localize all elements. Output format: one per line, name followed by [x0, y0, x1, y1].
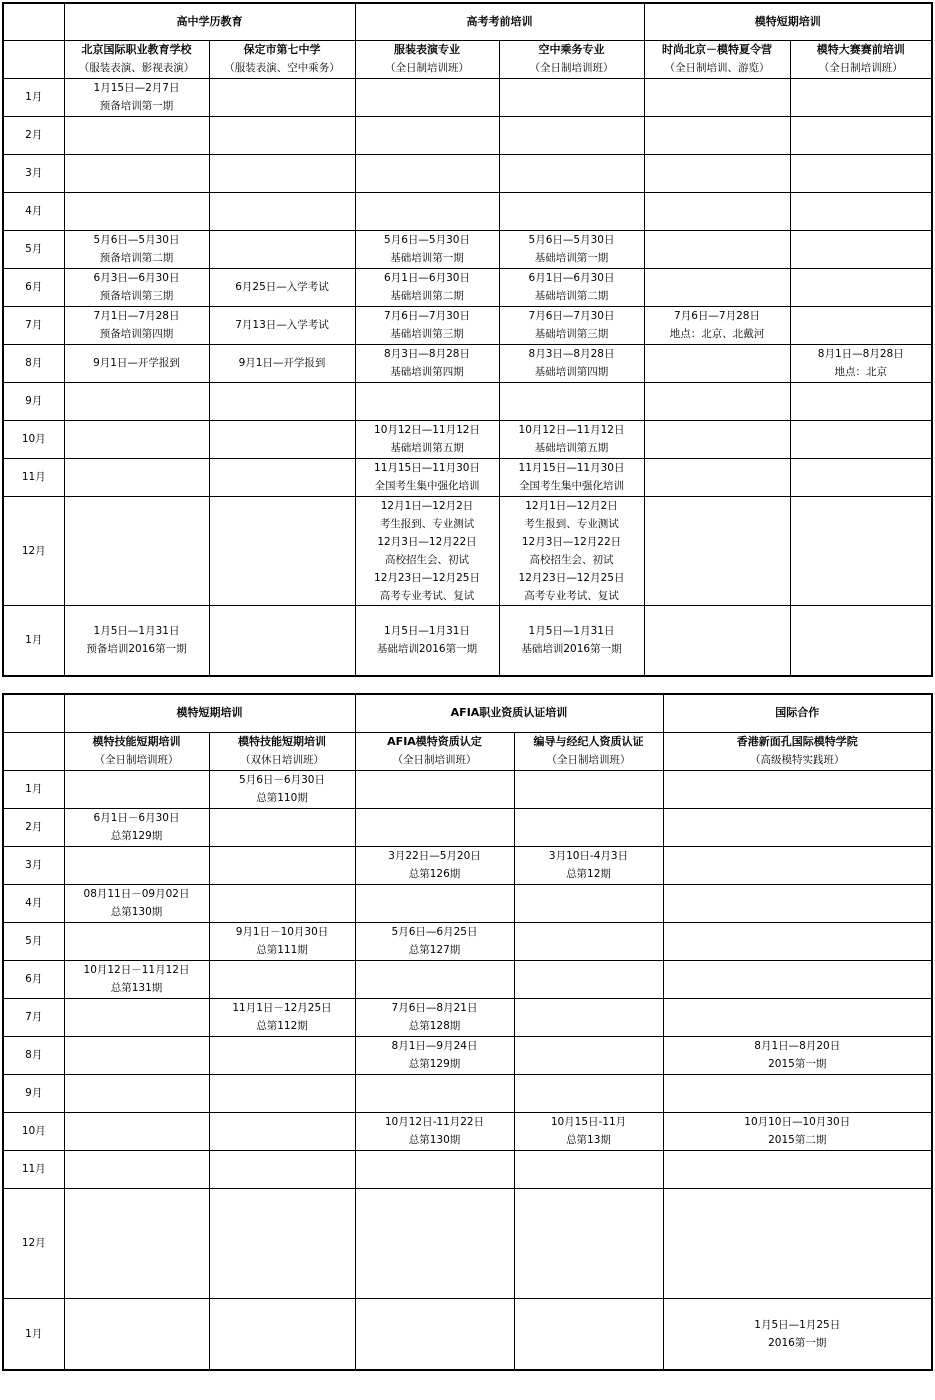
schedule-cell [209, 420, 355, 458]
schedule-cell [209, 960, 355, 998]
table-row [3, 846, 932, 884]
schedule-cell: 7月1日—7月28日 预备培训第四期 [64, 306, 209, 344]
table-row [3, 1112, 932, 1150]
table-row [3, 605, 932, 676]
schedule-cell [209, 605, 355, 676]
schedule-cell [64, 382, 209, 420]
column-header [663, 732, 932, 770]
schedule-cell [64, 1074, 209, 1112]
column-name: 模特技能短期培训 [92, 735, 181, 748]
schedule-cell [209, 78, 355, 116]
schedule-cell: 10月12日—11月12日 基础培训第五期 [355, 420, 499, 458]
schedule-cell [355, 1074, 514, 1112]
schedule-cell [790, 306, 932, 344]
schedule-cell: 1月5日—1月25日 2016第一期 [663, 1298, 932, 1370]
schedule-cell [209, 884, 355, 922]
schedule-cell: 10月15日-11月 总第13期 [514, 1112, 663, 1150]
schedule-cell [64, 458, 209, 496]
schedule-cell: 7月6日—7月30日 基础培训第三期 [499, 306, 644, 344]
table-row [3, 960, 932, 998]
schedule-cell [644, 154, 790, 192]
schedule-cell [644, 344, 790, 382]
column-header [644, 40, 790, 78]
schedule-cell [355, 192, 499, 230]
schedule-cell [790, 268, 932, 306]
schedule-cell [663, 1188, 932, 1298]
month-cell: 6月 [3, 268, 64, 306]
schedule-cell: 1月5日—1月31日 基础培训2016第一期 [355, 605, 499, 676]
month-cell: 6月 [3, 960, 64, 998]
column-name: 保定市第七中学 [243, 43, 321, 56]
schedule-cell: 5月6日－6月30日 总第110期 [209, 770, 355, 808]
table-row [3, 344, 932, 382]
group-header: 高中学历教育 [64, 3, 355, 40]
column-note: （服装表演、空中乘务） [224, 62, 340, 74]
table-row [3, 306, 932, 344]
schedule-cell [790, 230, 932, 268]
month-cell: 2月 [3, 808, 64, 846]
group-header: AFIA职业资质认证培训 [355, 694, 663, 732]
table-row [3, 496, 932, 605]
table-row [3, 770, 932, 808]
table-row [3, 884, 932, 922]
table-row [3, 420, 932, 458]
table-row [3, 808, 932, 846]
schedule-cell [209, 1188, 355, 1298]
column-note: （全日制培训班） [392, 754, 477, 766]
schedule-cell: 8月1日—8月28日 地点：北京 [790, 344, 932, 382]
schedule-cell [644, 78, 790, 116]
table-row [3, 1074, 932, 1112]
schedule-cell [355, 808, 514, 846]
month-cell: 1月 [3, 78, 64, 116]
schedule-cell: 3月22日—5月20日 总第126期 [355, 846, 514, 884]
schedule-cell [514, 884, 663, 922]
schedule-cell [514, 1188, 663, 1298]
column-note: （全日制培训班） [546, 754, 631, 766]
schedule-cell [355, 770, 514, 808]
month-cell: 4月 [3, 884, 64, 922]
schedule-cell [355, 1298, 514, 1370]
schedule-cell: 5月6日—6月25日 总第127期 [355, 922, 514, 960]
table-row [3, 922, 932, 960]
schedule-cell [644, 116, 790, 154]
month-cell: 3月 [3, 154, 64, 192]
month-cell: 12月 [3, 496, 64, 605]
schedule-cell [790, 420, 932, 458]
column-header [499, 40, 644, 78]
month-cell: 1月 [3, 1298, 64, 1370]
schedule-cell [209, 1112, 355, 1150]
schedule-cell: 6月25日—入学考试 [209, 268, 355, 306]
schedule-cell: 6月3日—6月30日 预备培训第三期 [64, 268, 209, 306]
column-header [209, 732, 355, 770]
column-name: 服装表演专业 [394, 43, 460, 56]
corner-cell [3, 40, 64, 78]
schedule-cell [64, 1036, 209, 1074]
schedule-cell: 7月6日—8月21日 总第128期 [355, 998, 514, 1036]
schedule-cell: 8月1日—8月20日 2015第一期 [663, 1036, 932, 1074]
group-header: 模特短期培训 [64, 694, 355, 732]
group-header: 高考考前培训 [355, 3, 644, 40]
schedule-cell [644, 605, 790, 676]
column-header [355, 40, 499, 78]
schedule-cell [209, 116, 355, 154]
schedule-cell: 08月11日－09月02日 总第130期 [64, 884, 209, 922]
schedule-cell: 7月6日—7月30日 基础培训第三期 [355, 306, 499, 344]
column-name: 香港新面孔国际模特学院 [736, 735, 858, 748]
schedule-cell [790, 458, 932, 496]
schedule-cell [663, 922, 932, 960]
schedule-cell: 10月12日—11月12日 基础培训第五期 [499, 420, 644, 458]
schedule-cell [355, 1150, 514, 1188]
schedule-cell [663, 998, 932, 1036]
table-row [3, 1036, 932, 1074]
schedule-cell [64, 846, 209, 884]
schedule-cell [64, 770, 209, 808]
schedule-cell: 7月13日—入学考试 [209, 306, 355, 344]
column-header-row [3, 732, 932, 770]
schedule-cell: 8月3日—8月28日 基础培训第四期 [499, 344, 644, 382]
table-row [3, 116, 932, 154]
month-cell: 1月 [3, 605, 64, 676]
column-name: 空中乘务专业 [538, 43, 605, 56]
column-note: （全日制培训班） [385, 62, 469, 74]
schedule-cell [209, 458, 355, 496]
schedule-cell [663, 884, 932, 922]
schedule-cell: 5月6日—5月30日 预备培训第二期 [64, 230, 209, 268]
schedule-cell [514, 770, 663, 808]
schedule-cell: 7月6日—7月28日 地点：北京、北戴河 [644, 306, 790, 344]
schedule-cell [209, 808, 355, 846]
column-note: （全日制培训班） [818, 62, 903, 74]
schedule-cell: 12月1日—12月2日 考生报到、专业测试 12月3日—12月22日 高校招生会、初试 12月23日—12月25日 高考专业考试、复试 [355, 496, 499, 605]
column-header [355, 732, 514, 770]
month-cell: 1月 [3, 770, 64, 808]
schedule-cell [64, 922, 209, 960]
schedule-cell [499, 192, 644, 230]
schedule-cell: 8月1日—9月24日 总第129期 [355, 1036, 514, 1074]
schedule-cell [663, 1074, 932, 1112]
schedule-cell [64, 154, 209, 192]
column-name: 编导与经纪人资质认证 [533, 735, 644, 748]
schedule-cell [644, 192, 790, 230]
month-cell: 10月 [3, 1112, 64, 1150]
schedule-cell [663, 846, 932, 884]
schedule-cell [514, 1150, 663, 1188]
table-row [3, 458, 932, 496]
schedule-cell [790, 382, 932, 420]
table-row [3, 192, 932, 230]
month-cell: 5月 [3, 230, 64, 268]
schedule-cell [355, 78, 499, 116]
month-cell: 9月 [3, 1074, 64, 1112]
column-name: 北京国际职业教育学校 [81, 43, 192, 56]
schedule-cell: 6月1日—6月30日 基础培训第二期 [499, 268, 644, 306]
table-row [3, 382, 932, 420]
column-note: （全日制培训班） [529, 62, 614, 74]
schedule-cell [355, 1188, 514, 1298]
schedule-cell [644, 496, 790, 605]
schedule-cell [355, 382, 499, 420]
column-header [209, 40, 355, 78]
column-note: （全日制培训班） [94, 754, 179, 766]
table-row [3, 78, 932, 116]
schedule-cell [514, 1036, 663, 1074]
schedule-cell: 8月3日—8月28日 基础培训第四期 [355, 344, 499, 382]
schedule-cell: 5月6日—5月30日 基础培训第一期 [355, 230, 499, 268]
schedule-cell [790, 154, 932, 192]
schedule-cell [644, 230, 790, 268]
corner-cell [3, 3, 64, 40]
table-row [3, 1150, 932, 1188]
table-row [3, 1298, 932, 1370]
schedule-cell: 6月1日—6月30日 基础培训第二期 [355, 268, 499, 306]
schedule-cell [209, 192, 355, 230]
column-name: 时尚北京－模特夏令营 [662, 43, 772, 56]
month-cell: 8月 [3, 344, 64, 382]
group-header-row [3, 3, 932, 40]
month-cell: 9月 [3, 382, 64, 420]
column-header [64, 732, 209, 770]
schedule-cell [499, 78, 644, 116]
schedule-cell [663, 770, 932, 808]
column-header [514, 732, 663, 770]
schedule-cell [499, 382, 644, 420]
table-row [3, 998, 932, 1036]
schedule-cell [514, 960, 663, 998]
schedule-cell [209, 1150, 355, 1188]
table-row [3, 268, 932, 306]
schedule-cell: 11月15日—11月30日 全国考生集中强化培训 [499, 458, 644, 496]
column-header [64, 40, 209, 78]
schedule-cell [644, 268, 790, 306]
schedule-cell: 9月1日－10月30日 总第111期 [209, 922, 355, 960]
schedule-cell [209, 1036, 355, 1074]
schedule-cell [64, 1150, 209, 1188]
schedule-cell: 1月5日—1月31日 预备培训2016第一期 [64, 605, 209, 676]
table-row [3, 154, 932, 192]
column-note: （双休日培训班） [240, 754, 324, 766]
schedule-cell [355, 960, 514, 998]
schedule-cell: 3月10日-4月3日 总第12期 [514, 846, 663, 884]
month-cell: 4月 [3, 192, 64, 230]
schedule-cell [209, 846, 355, 884]
schedule-cell [790, 78, 932, 116]
month-cell: 3月 [3, 846, 64, 884]
schedule-cell [663, 1150, 932, 1188]
schedule-cell [209, 382, 355, 420]
schedule-table-2 [2, 693, 933, 1371]
schedule-cell [663, 808, 932, 846]
column-name: 模特大赛赛前培训 [816, 43, 905, 56]
schedule-cell [209, 154, 355, 192]
schedule-cell [663, 960, 932, 998]
month-cell: 7月 [3, 998, 64, 1036]
column-note: （全日制培训、游览） [664, 62, 770, 74]
month-cell: 5月 [3, 922, 64, 960]
month-cell: 11月 [3, 1150, 64, 1188]
schedule-cell [64, 1188, 209, 1298]
column-header [790, 40, 932, 78]
column-header-row [3, 40, 932, 78]
month-cell: 12月 [3, 1188, 64, 1298]
schedule-cell: 10月10日—10月30日 2015第二期 [663, 1112, 932, 1150]
schedule-cell [644, 420, 790, 458]
month-cell: 7月 [3, 306, 64, 344]
schedule-cell: 10月12日-11月22日 总第130期 [355, 1112, 514, 1150]
schedule-cell [64, 998, 209, 1036]
schedule-cell: 5月6日—5月30日 基础培训第一期 [499, 230, 644, 268]
schedule-cell [209, 496, 355, 605]
corner-cell [3, 694, 64, 732]
schedule-cell [64, 192, 209, 230]
column-name: 模特技能短期培训 [238, 735, 326, 748]
schedule-cell: 11月1日－12月25日 总第112期 [209, 998, 355, 1036]
schedule-cell [209, 1074, 355, 1112]
table-row [3, 230, 932, 268]
month-cell: 2月 [3, 116, 64, 154]
schedule-cell: 9月1日—开学报到 [209, 344, 355, 382]
column-name: AFIA模特资质认定 [387, 735, 482, 748]
schedule-cell: 1月15日—2月7日 预备培训第一期 [64, 78, 209, 116]
schedule-cell: 12月1日—12月2日 考生报到、专业测试 12月3日—12月22日 高校招生会、初试 12月23日—12月25日 高考专业考试、复试 [499, 496, 644, 605]
schedule-cell: 9月1日—开学报到 [64, 344, 209, 382]
schedule-cell [64, 1112, 209, 1150]
schedule-cell [209, 230, 355, 268]
schedule-cell [355, 884, 514, 922]
schedule-cell [514, 1074, 663, 1112]
column-note: （高级模特实践班） [750, 754, 845, 766]
month-cell: 8月 [3, 1036, 64, 1074]
schedule-cell [355, 154, 499, 192]
schedule-cell [790, 605, 932, 676]
schedule-cell: 11月15日—11月30日 全国考生集中强化培训 [355, 458, 499, 496]
schedule-cell [790, 116, 932, 154]
schedule-cell: 1月5日—1月31日 基础培训2016第一期 [499, 605, 644, 676]
schedule-cell [644, 458, 790, 496]
schedule-cell: 10月12日－11月12日 总第131期 [64, 960, 209, 998]
schedule-cell: 6月1日－6月30日 总第129期 [64, 808, 209, 846]
schedule-cell [514, 922, 663, 960]
schedule-cell [209, 1298, 355, 1370]
schedule-cell [64, 496, 209, 605]
schedule-cell [64, 420, 209, 458]
schedule-cell [514, 808, 663, 846]
schedule-cell [790, 192, 932, 230]
schedule-cell [355, 116, 499, 154]
corner-cell [3, 732, 64, 770]
schedule-cell [64, 1298, 209, 1370]
group-header: 模特短期培训 [644, 3, 932, 40]
month-cell: 11月 [3, 458, 64, 496]
group-header: 国际合作 [663, 694, 932, 732]
schedule-cell [499, 154, 644, 192]
group-header-row [3, 694, 932, 732]
schedule-cell [514, 1298, 663, 1370]
column-note: （服装表演、影视表演） [78, 62, 195, 74]
schedule-cell [644, 382, 790, 420]
table-row [3, 1188, 932, 1298]
schedule-cell [499, 116, 644, 154]
schedule-cell [64, 116, 209, 154]
month-cell: 10月 [3, 420, 64, 458]
schedule-cell [514, 998, 663, 1036]
schedule-cell [790, 496, 932, 605]
schedule-table-1 [2, 2, 933, 677]
